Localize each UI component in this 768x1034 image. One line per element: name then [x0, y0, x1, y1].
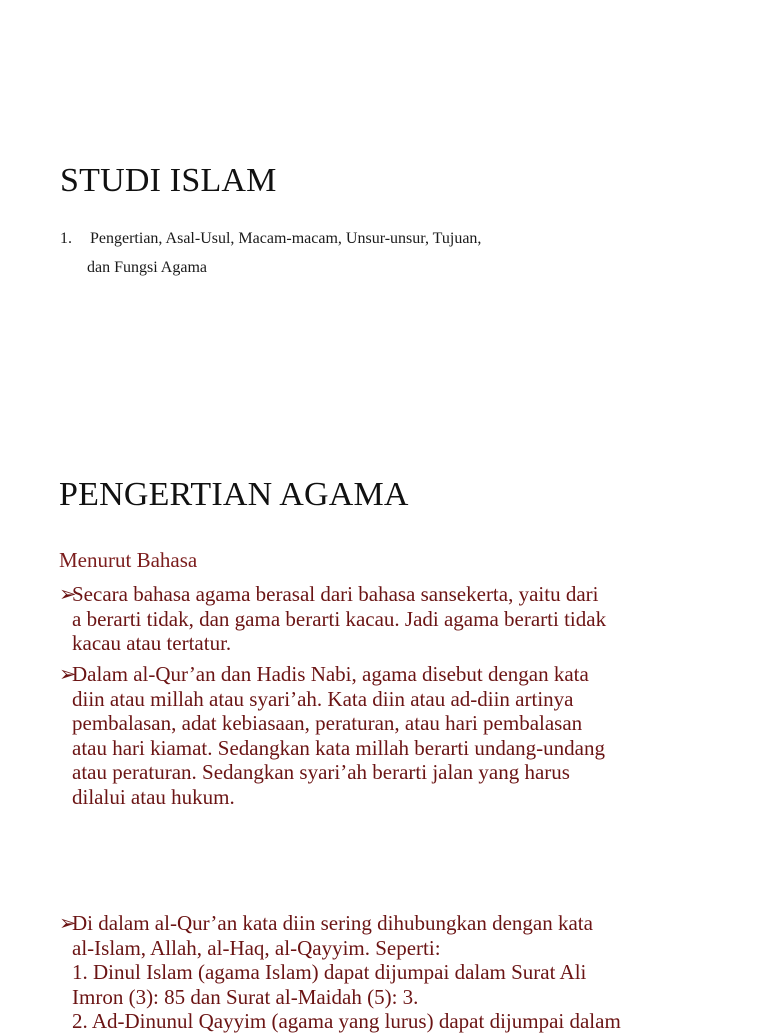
- bullet-paragraph-2: ➢Dalam al-Qur’an dan Hadis Nabi, agama disebut dengan kata diin atau millah atau syari’ah. Kata diin atau ad-diin artinya pembalasan, adat kebiasaan, peraturan, atau hari pembalasan atau hari kiamat. Sedangkan kata millah berarti undang-undang atau peraturan. Sedangkan syari’ah berarti jalan yang harus dilalui atau hukum.: [59, 662, 605, 809]
- bullet-paragraph-1: ➢Secara bahasa agama berasal dari bahasa sansekerta, yaitu dari a berarti tidak, dan gama berarti kacau. Jadi agama berarti tidak kacau atau tertatur.: [59, 582, 607, 655]
- bullet-paragraph-3: ➢Di dalam al-Qur’an kata diin sering dihubungkan dengan kata al-Islam, Allah, al-Haq, al-Qayyim. Seperti: 1. Dinul Islam (agama Islam) dapat dijumpai dalam Surat Ali Imron (3): 85 dan Surat al-Maidah (5): 3. 2. Ad-Dinunul Qayyim (agama yang lurus) dapat dijumpai dalam: [59, 911, 621, 1033]
- list-number: 1.: [60, 230, 72, 247]
- list-item-line-2: dan Fungsi Agama: [87, 259, 207, 276]
- subheading-menurut-bahasa: Menurut Bahasa: [59, 548, 198, 572]
- arrow-bullet-icon: ➢: [59, 582, 77, 606]
- slide2-title: PENGERTIAN AGAMA: [59, 476, 409, 513]
- arrow-bullet-icon: ➢: [59, 662, 77, 686]
- slide1-title: STUDI ISLAM: [60, 162, 277, 199]
- list-item-line-1: Pengertian, Asal-Usul, Macam-macam, Unsur-unsur, Tujuan,: [90, 230, 482, 247]
- arrow-bullet-icon: ➢: [59, 911, 77, 935]
- slide1-list-item: [60, 230, 481, 248]
